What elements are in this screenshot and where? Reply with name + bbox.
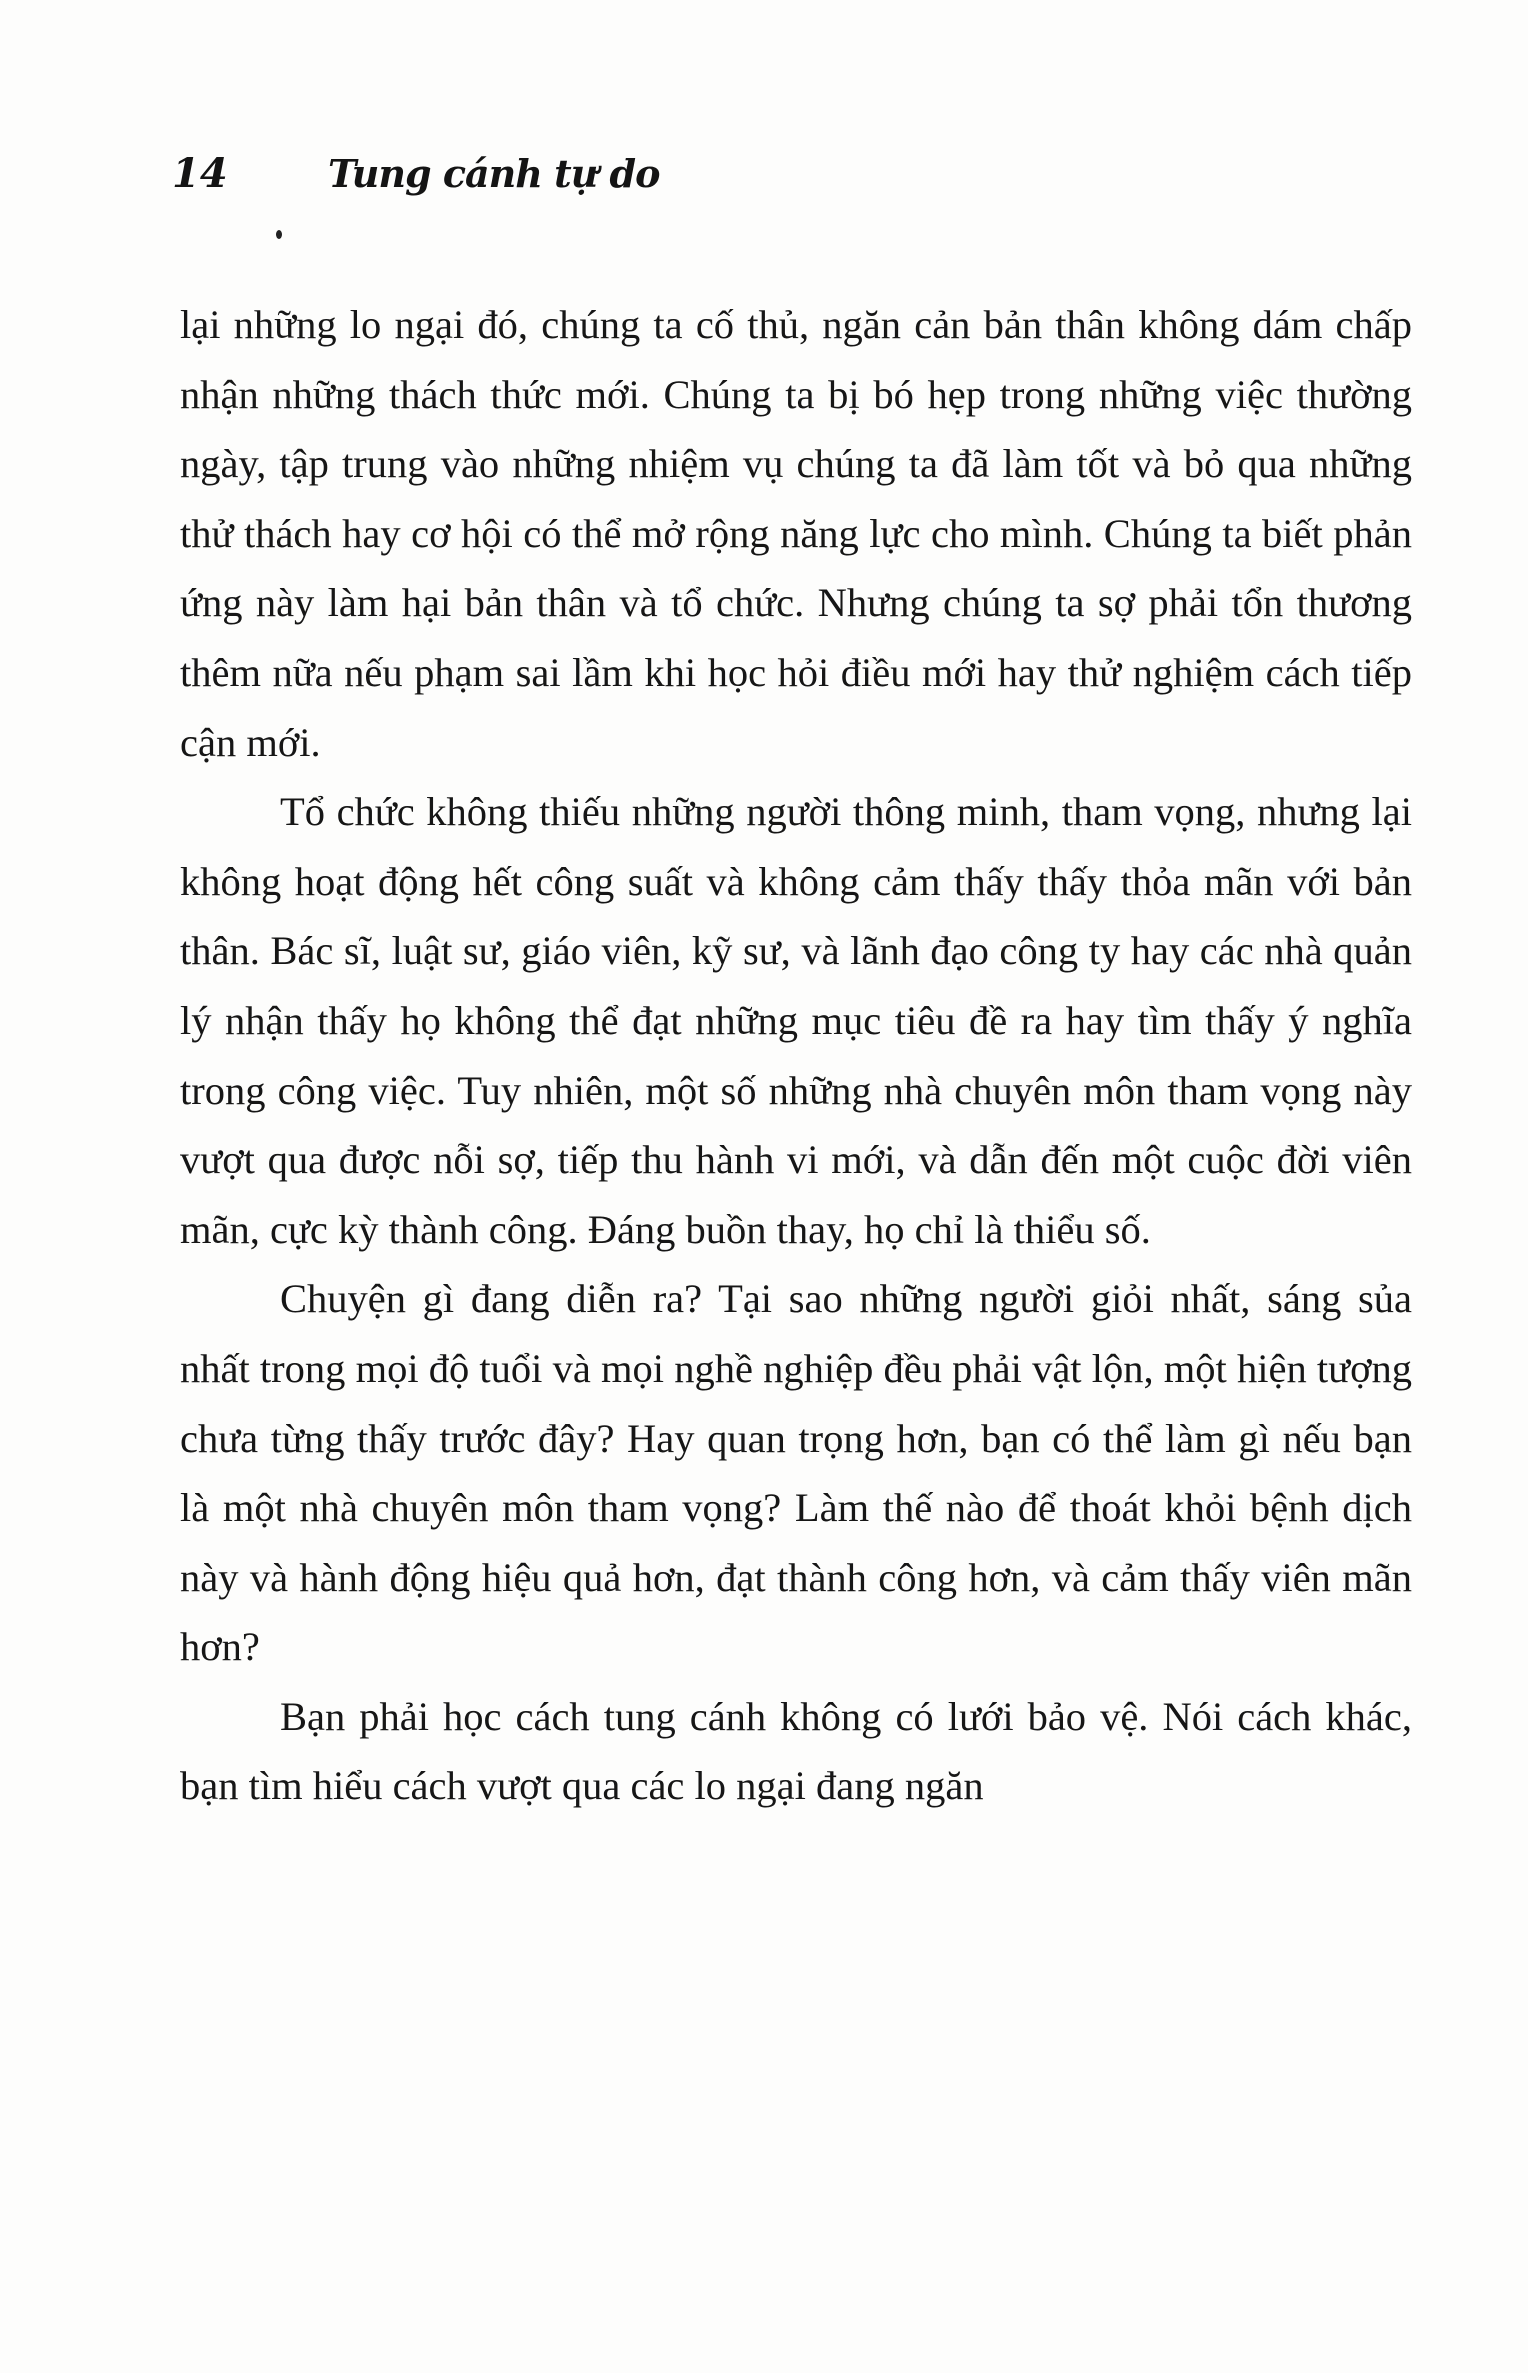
page-number: 14 (172, 150, 228, 197)
paragraph-3: Chuyện gì đang diễn ra? Tại sao những người giỏi nhất, sáng sủa nhất trong mọi độ tuổi và mọi nghề nghiệp đều phải vật lộn, một hiện tượng chưa từng thấy trước đây? Hay quan trọng hơn, bạn có thể làm gì nếu bạn là một nhà chuyên môn tham vọng? Làm thế nào để thoát khỏi bệnh dịch này và hành động hiệu quả hơn, đạt thành công hơn, và cảm thấy viên mãn hơn? (180, 1276, 1412, 1670)
paragraph-1: lại những lo ngại đó, chúng ta cố thủ, ngăn cản bản thân không dám chấp nhận những thách thức mới. Chúng ta bị bó hẹp trong những việc thường ngày, tập trung vào những nhiệm vụ chúng ta đã làm tốt và bỏ qua những thử thách hay cơ hội có thể mở rộng năng lực cho mình. Chúng ta biết phản ứng này làm hại bản thân và tổ chức. Nhưng chúng ta sợ phải tổn thương thêm nữa nếu phạm sai lầm khi học hỏi điều mới hay thử nghiệm cách tiếp cận mới. (180, 302, 1412, 765)
body-text (180, 290, 1412, 1821)
paragraph-2: Tổ chức không thiếu những người thông minh, tham vọng, nhưng lại không hoạt động hết công suất và không cảm thấy thấy thỏa mãn với bản thân. Bác sĩ, luật sư, giáo viên, kỹ sư, và lãnh đạo công ty hay các nhà quản lý nhận thấy họ không thể đạt những mục tiêu đề ra hay tìm thấy ý nghĩa trong công việc. Tuy nhiên, một số những nhà chuyên môn tham vọng này vượt qua được nỗi sợ, tiếp thu hành vi mới, và dẫn đến một cuộc đời viên mãn, cực kỳ thành công. Đáng buồn thay, họ chỉ là thiểu số. (180, 789, 1412, 1252)
page-header (172, 150, 659, 210)
paragraph-4: Bạn phải học cách tung cánh không có lưới bảo vệ. Nói cách khác, bạn tìm hiểu cách vượt qua các lo ngại đang ngăn (180, 1693, 1412, 1809)
print-speck (276, 230, 282, 239)
running-title: Tung cánh tự do (328, 151, 660, 196)
